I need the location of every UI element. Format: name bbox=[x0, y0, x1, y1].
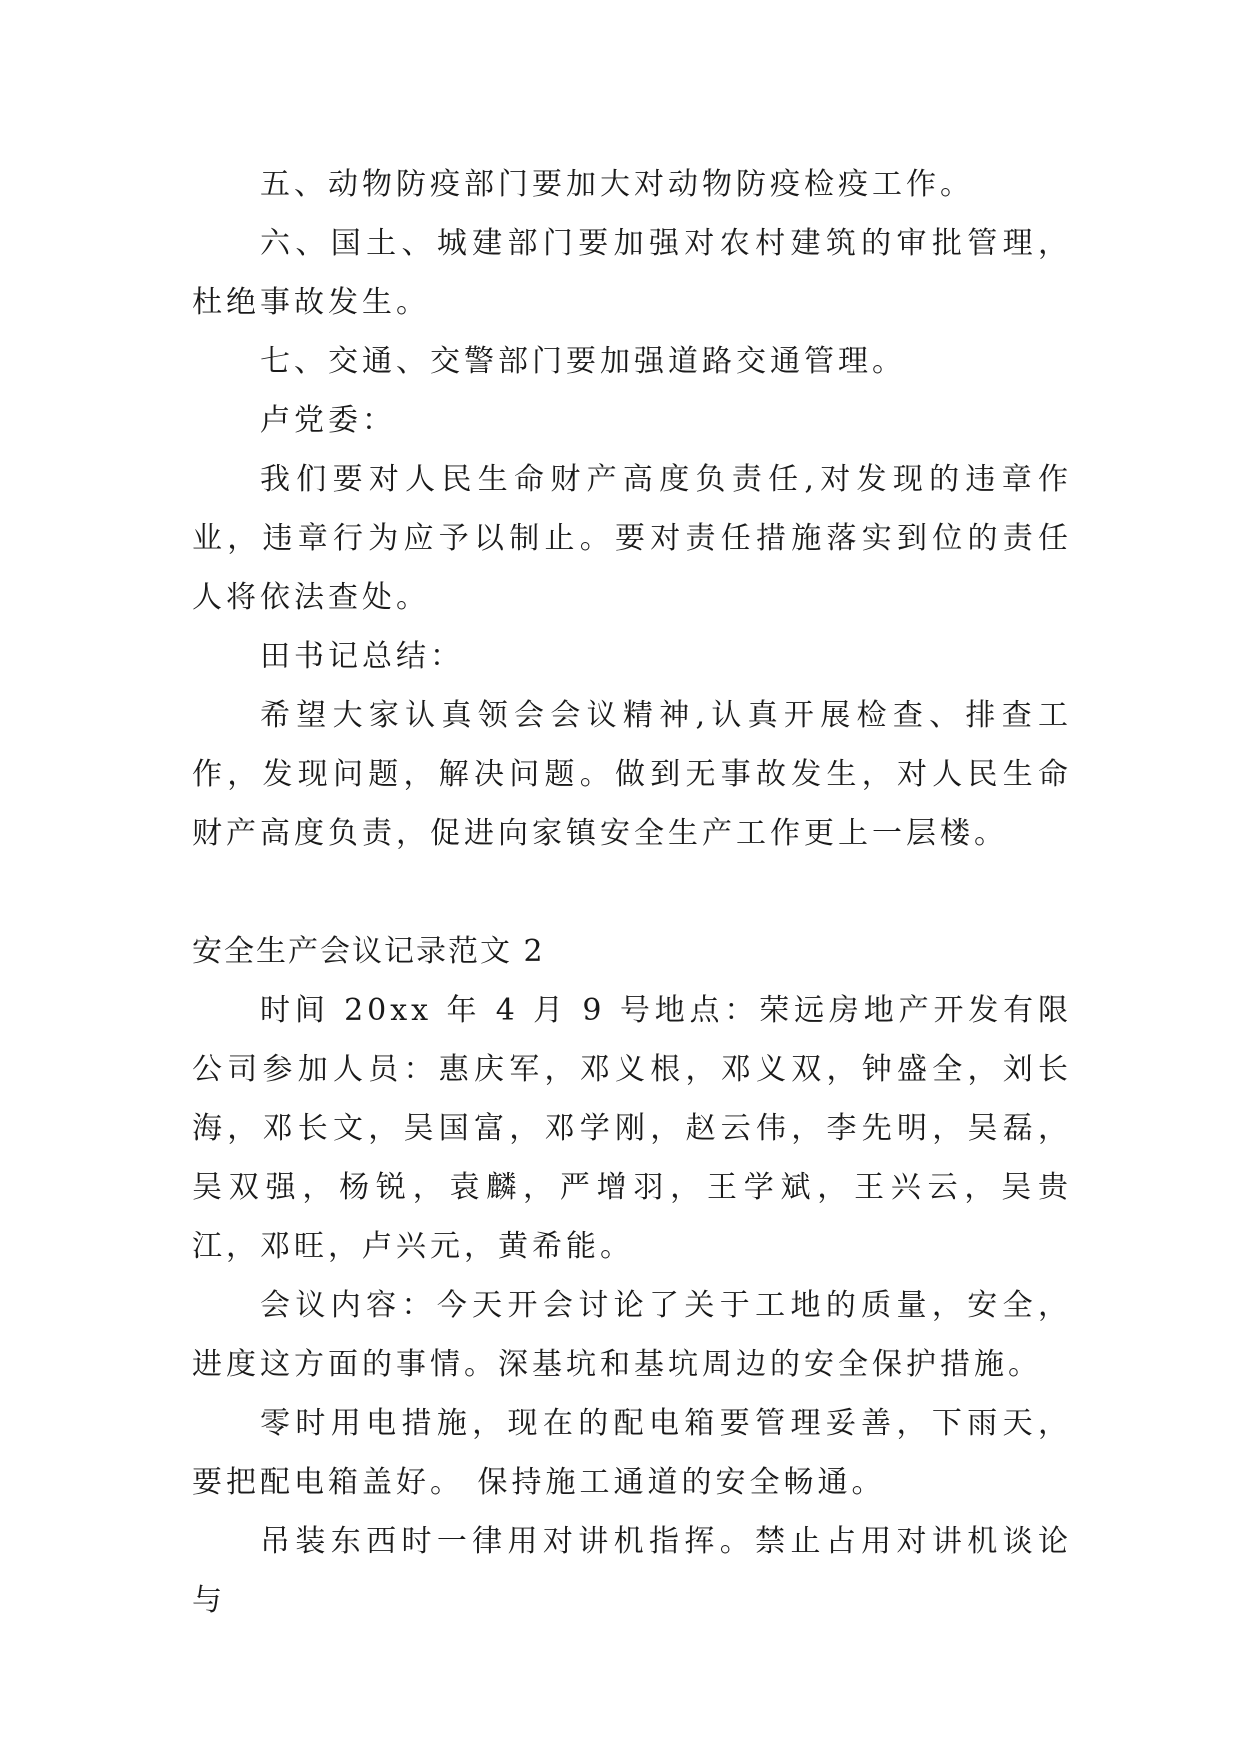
paragraph-item-5: 五、动物防疫部门要加大对动物防疫检疫工作。 bbox=[260, 167, 974, 202]
paragraph-electric-measures: 零时用电措施，现在的配电箱要管理妥善，下雨天，要把配电箱盖好。 保持施工通道的安全畅通。 bbox=[192, 1406, 1072, 1500]
paragraph-meeting-info: 时间 20xx 年 4 月 9 号地点：荣远房地产开发有限公司参加人员：惠庆军，邓义根，邓义双，钟盛全，刘长海，邓长文，吴国富，邓学刚，赵云伟，李先明，吴磊，吴双强，杨锐，袁麟，严增羽，王学斌，王兴云，吴贵江，邓旺，卢兴元，黄希能。 bbox=[192, 993, 1072, 1264]
paragraph-lu-remarks: 我们要对人民生命财产高度负责任,对发现的违章作业，违章行为应予以制止。要对责任措施落实到位的责任人将依法查处。 bbox=[192, 462, 1072, 615]
speaker-label-lu: 卢党委： bbox=[260, 403, 396, 438]
paragraph-item-6: 六、国土、城建部门要加强对农村建筑的审批管理，杜绝事故发生。 bbox=[192, 226, 1072, 320]
paragraph-tian-summary: 希望大家认真领会会议精神,认真开展检查、排查工作，发现问题，解决问题。做到无事故发生，对人民生命财产高度负责，促进向家镇安全生产工作更上一层楼。 bbox=[192, 698, 1072, 851]
speaker-label-tian: 田书记总结： bbox=[260, 639, 464, 674]
paragraph-hoisting: 吊装东西时一律用对讲机指挥。禁止占用对讲机谈论与 bbox=[192, 1524, 1072, 1618]
paragraph-meeting-content: 会议内容：今天开会讨论了关于工地的质量，安全，进度这方面的事情。深基坑和基坑周边的安全保护措施。 bbox=[192, 1288, 1072, 1382]
paragraph-item-7: 七、交通、交警部门要加强道路交通管理。 bbox=[260, 344, 906, 379]
section-title: 安全生产会议记录范文 2 bbox=[192, 934, 545, 969]
